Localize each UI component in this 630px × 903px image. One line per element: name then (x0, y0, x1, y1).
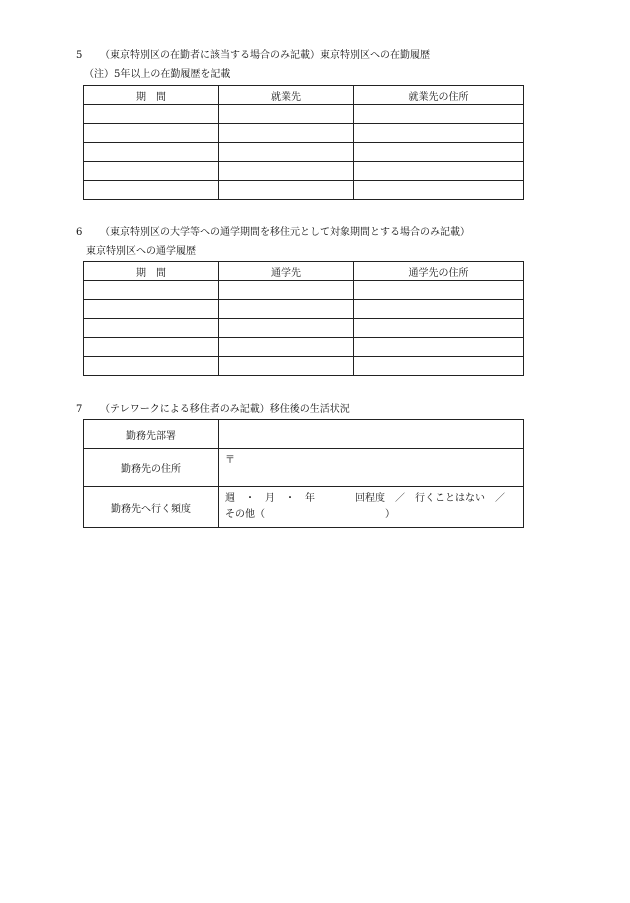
section-6-number: 6 (76, 227, 83, 238)
employer-address-cell[interactable] (354, 181, 524, 200)
period-cell[interactable] (84, 357, 219, 376)
section-5-heading (76, 49, 430, 62)
section-5-note: （注）5年以上の在勤履歴を記載 (84, 69, 231, 80)
table-row (84, 338, 524, 357)
school-address-cell[interactable] (354, 357, 524, 376)
column-header-period: 期 間 (84, 86, 219, 105)
table-row (84, 281, 524, 300)
employer-cell[interactable] (219, 143, 354, 162)
school-address-cell[interactable] (354, 281, 524, 300)
school-address-cell[interactable] (354, 300, 524, 319)
section-6-title: （東京特別区の大学等への通学期間を移住元として対象期間とする場合のみ記載） (100, 227, 470, 238)
section-5-title: （東京特別区の在勤者に該当する場合のみ記載）東京特別区への在勤履歴 (100, 50, 430, 61)
employer-address-cell[interactable] (354, 124, 524, 143)
school-cell[interactable] (219, 319, 354, 338)
period-cell[interactable] (84, 338, 219, 357)
frequency-field[interactable] (219, 487, 524, 528)
employer-cell[interactable] (219, 162, 354, 181)
life-status-table (83, 419, 524, 528)
department-label: 勤務先部署 (84, 420, 219, 449)
period-cell[interactable] (84, 124, 219, 143)
column-header-employer-address: 就業先の住所 (354, 86, 524, 105)
employment-history-table (83, 85, 524, 200)
address-field[interactable] (219, 449, 524, 487)
period-cell[interactable] (84, 181, 219, 200)
section-6-heading (76, 226, 470, 239)
period-cell[interactable] (84, 105, 219, 124)
table-row (84, 300, 524, 319)
period-cell[interactable] (84, 143, 219, 162)
postal-mark: 〒 (225, 455, 235, 466)
employer-address-cell[interactable] (354, 162, 524, 181)
table-row (84, 124, 524, 143)
table-row (84, 105, 524, 124)
employer-cell[interactable] (219, 124, 354, 143)
section-7-title: （テレワークによる移住者のみ記載）移住後の生活状況 (100, 404, 350, 415)
section-7-heading (76, 403, 350, 416)
school-address-cell[interactable] (354, 319, 524, 338)
department-row (84, 420, 524, 449)
department-field[interactable] (219, 420, 524, 449)
period-cell[interactable] (84, 319, 219, 338)
table-header-row (84, 262, 524, 281)
school-history-table (83, 261, 524, 376)
employer-cell[interactable] (219, 181, 354, 200)
column-header-school: 通学先 (219, 262, 354, 281)
table-row (84, 357, 524, 376)
frequency-options-line2: その他（ ） (225, 509, 395, 520)
school-cell[interactable] (219, 338, 354, 357)
employer-address-cell[interactable] (354, 105, 524, 124)
school-cell[interactable] (219, 300, 354, 319)
frequency-options-line1: 週 ・ 月 ・ 年 回程度 ／ 行くことはない ／ (225, 493, 505, 504)
period-cell[interactable] (84, 281, 219, 300)
section-7-number: 7 (76, 404, 83, 415)
period-cell[interactable] (84, 162, 219, 181)
school-cell[interactable] (219, 357, 354, 376)
address-row (84, 449, 524, 487)
address-label: 勤務先の住所 (84, 449, 219, 487)
section-6-subtitle: 東京特別区への通学履歴 (86, 246, 196, 257)
school-address-cell[interactable] (354, 338, 524, 357)
table-row (84, 181, 524, 200)
employer-address-cell[interactable] (354, 143, 524, 162)
frequency-label: 勤務先へ行く頻度 (84, 487, 219, 528)
table-header-row (84, 86, 524, 105)
table-row (84, 162, 524, 181)
school-cell[interactable] (219, 281, 354, 300)
table-row (84, 319, 524, 338)
column-header-period: 期 間 (84, 262, 219, 281)
section-5-number: 5 (76, 50, 83, 61)
frequency-row (84, 487, 524, 528)
column-header-school-address: 通学先の住所 (354, 262, 524, 281)
table-row (84, 143, 524, 162)
column-header-employer: 就業先 (219, 86, 354, 105)
period-cell[interactable] (84, 300, 219, 319)
employer-cell[interactable] (219, 105, 354, 124)
